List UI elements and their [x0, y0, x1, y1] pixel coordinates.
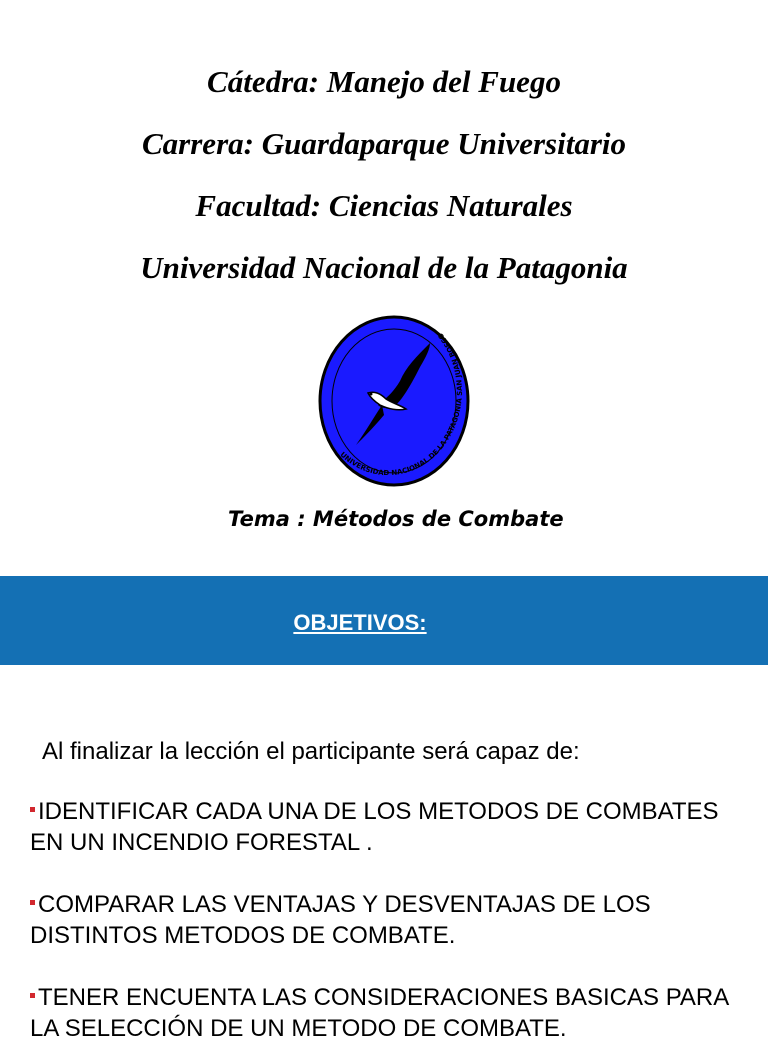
- objectives-heading: OBJETIVOS:: [293, 610, 427, 635]
- objective-text: IDENTIFICAR CADA UNA DE LOS METODOS DE COMBATES EN UN INCENDIO FORESTAL .: [30, 798, 719, 856]
- logo-ring-text: UNIVERSIDAD NACIONAL DE LA PATAGONIA SAN JUAN BOSCO: [338, 331, 464, 478]
- course-title: Cátedra: Manejo del Fuego: [207, 64, 561, 99]
- bullet-icon: [30, 807, 35, 812]
- career-title: Carrera: Guardaparque Universitario: [142, 126, 626, 161]
- bullet-icon: [30, 993, 35, 998]
- objective-text: COMPARAR LAS VENTAJAS Y DESVENTAJAS DE LOS DISTINTOS METODOS DE COMBATE.: [30, 891, 651, 949]
- objective-text: TENER ENCUENTA LAS CONSIDERACIONES BASICAS PARA LA SELECCIÓN DE UN METODO DE COMBATE.: [30, 984, 728, 1042]
- lesson-topic: Tema : Métodos de Combate: [228, 507, 564, 531]
- university-title: Universidad Nacional de la Patagonia: [140, 250, 628, 285]
- objective-item: [30, 982, 730, 1044]
- bullet-icon: [30, 900, 35, 905]
- objective-item: [30, 889, 730, 951]
- intro-text: Al finalizar la lección el participante será capaz de:: [42, 738, 580, 765]
- faculty-title: Facultad: Ciencias Naturales: [195, 188, 573, 223]
- university-logo: [308, 305, 480, 497]
- objective-item: [30, 796, 730, 858]
